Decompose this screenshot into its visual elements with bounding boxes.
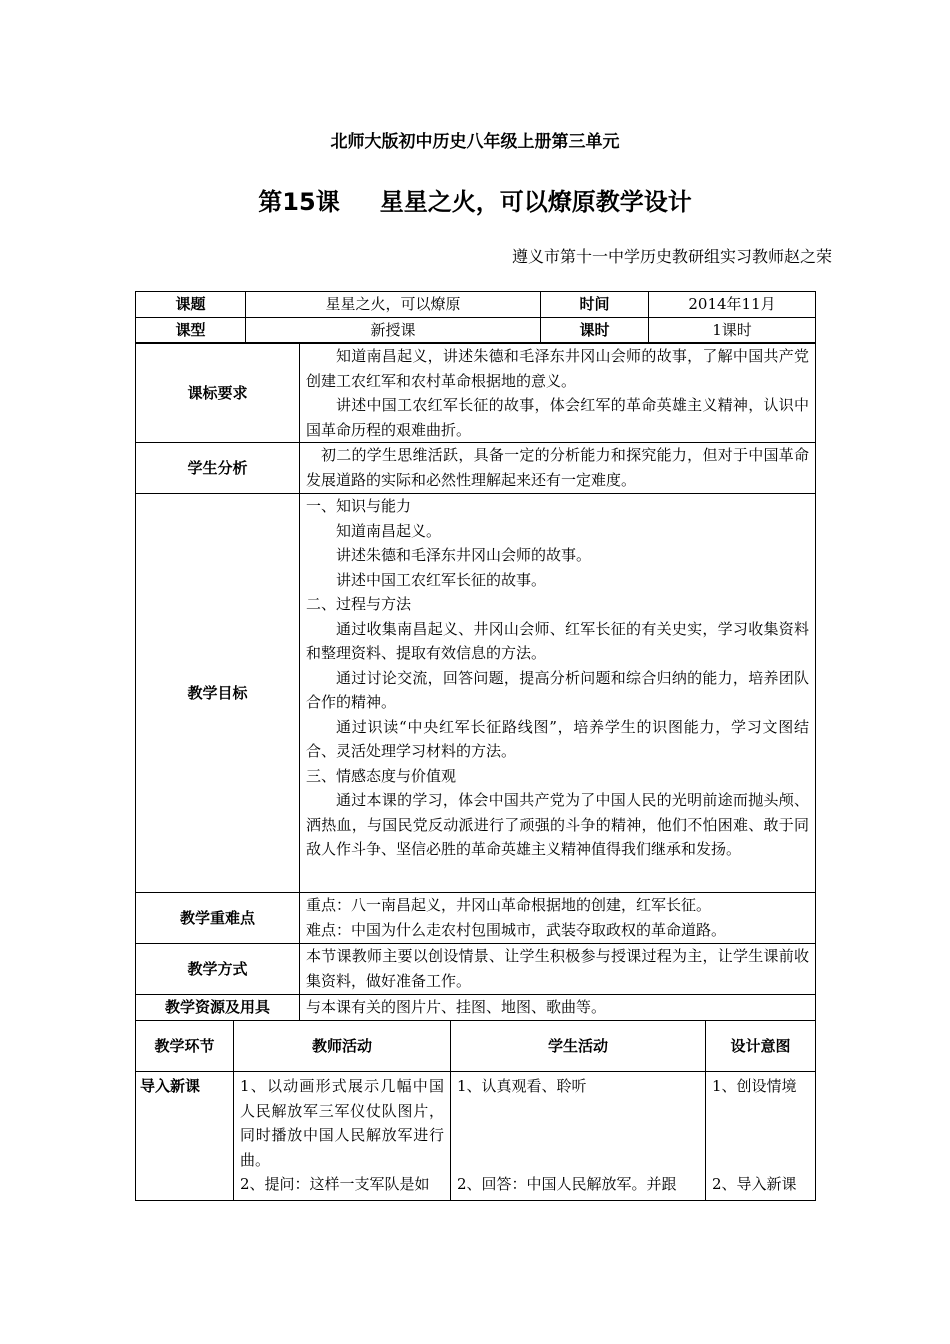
info-row-topic	[136, 292, 816, 318]
time-value: 2014年11月	[649, 292, 816, 318]
teacher-cell	[234, 1072, 451, 1201]
row-objectives	[136, 494, 816, 893]
standard-label: 课标要求	[136, 344, 300, 443]
header-stage: 教学环节	[136, 1021, 234, 1072]
objectives-heading: 一、知识与能力	[306, 497, 412, 515]
objectives-item: 讲述中国工农红军长征的故事。	[336, 570, 547, 589]
standard-paragraph: 知道南昌起义，讲述朱德和毛泽东井冈山会师的故事，了解中国共产党创建工农红军和农村革命根据地的意义。	[306, 347, 809, 390]
keypoints-focus: 重点：八一南昌起义，井冈山革命根据地的创建，红军长征。	[306, 896, 712, 914]
hours-value: 1课时	[649, 317, 816, 343]
resources-content	[300, 995, 816, 1021]
objectives-item: 讲述朱德和毛泽东井冈山会师的故事。	[336, 546, 592, 564]
row-method	[136, 944, 816, 995]
topic-label: 课题	[136, 292, 246, 318]
objectives-heading: 三、情感态度与价值观	[306, 766, 457, 785]
students-content	[300, 443, 816, 494]
hours-label: 课时	[541, 317, 649, 343]
teacher-step: 1、以动画形式展示几幅中国人民解放军三军仪仗队图片，同时播放中国人民解放军进行曲。	[240, 1077, 444, 1169]
students-label: 学生分析	[136, 443, 300, 494]
students-paragraph: 初二的学生思维活跃，具备一定的分析能力和探究能力，但对于中国革命发展道路的实际和必然性理解起来还有一定难度。	[306, 446, 809, 489]
info-row-type	[136, 317, 816, 343]
process-table	[135, 1020, 816, 1201]
row-keypoints	[136, 893, 816, 944]
objectives-item: 通过识读“中央红军长征路线图”，培养学生的识图能力，学习文图结合、灵活处理学习材料的方法。	[306, 717, 809, 760]
time-label: 时间	[541, 292, 649, 318]
process-header-row	[136, 1021, 816, 1072]
resources-label: 教学资源及用具	[136, 995, 300, 1021]
document-subtitle: 北师大版初中历史八年级上册第三单元	[330, 132, 620, 152]
stage-cell: 导入新课	[136, 1072, 234, 1201]
objectives-item: 通过本课的学习，体会中国共产党为了中国人民的光明前途而抛头颅、洒热血，与国民党反动派进行了顽强的斗争的精神，他们不怕困难、敢于同敌人作斗争、坚信必胜的革命英雄主义精神值得我们继承和发扬。	[306, 791, 809, 858]
student-step: 1、认真观看、聆听	[457, 1077, 587, 1095]
objectives-label: 教学目标	[136, 494, 300, 893]
lesson-topic: 星星之火，可以燎原教学设计	[379, 188, 692, 216]
type-label: 课型	[136, 317, 246, 343]
row-resources	[136, 995, 816, 1021]
objectives-item: 通过讨论交流，回答问题，提高分析问题和综合归纳的能力，培养团队合作的精神。	[306, 668, 809, 711]
row-standard	[136, 344, 816, 443]
header-student: 学生活动	[451, 1021, 706, 1072]
intent-step: 1、创设情境	[712, 1077, 797, 1095]
student-step: 2、回答：中国人民解放军。并跟	[457, 1175, 677, 1193]
standard-content	[300, 344, 816, 443]
design-table	[135, 343, 816, 1021]
author-line: 遵义市第十一中学历史教研组实习教师赵之荣	[511, 247, 832, 266]
keypoints-label: 教学重难点	[136, 893, 300, 944]
objectives-content	[300, 494, 816, 893]
header-intent: 设计意图	[706, 1021, 816, 1072]
topic-value: 星星之火，可以燎原	[246, 292, 541, 318]
resources-paragraph: 与本课有关的图片片、挂图、地图、歌曲等。	[306, 998, 607, 1016]
method-paragraph: 本节课教师主要以创设情景、让学生积极参与授课过程为主，让学生课前收集资料，做好准备工作。	[306, 947, 809, 990]
info-table	[135, 291, 816, 343]
objectives-heading: 二、过程与方法	[306, 595, 412, 613]
type-value: 新授课	[246, 317, 541, 343]
process-row-intro	[136, 1072, 816, 1201]
keypoints-content	[300, 893, 816, 944]
lesson-number: 第15课	[258, 188, 340, 216]
student-cell	[451, 1072, 706, 1201]
objectives-item: 知道南昌起义。	[336, 521, 442, 540]
method-content	[300, 944, 816, 995]
document-title	[0, 182, 950, 217]
intent-step: 2、导入新课	[712, 1175, 797, 1193]
header-teacher: 教师活动	[234, 1021, 451, 1072]
method-label: 教学方式	[136, 944, 300, 995]
keypoints-difficulty: 难点：中国为什么走农村包围城市，武装夺取政权的革命道路。	[306, 920, 727, 939]
objectives-item: 通过收集南昌起义、井冈山会师、红军长征的有关史实，学习收集资料和整理资料、提取有效信息的方法。	[306, 619, 809, 662]
standard-paragraph: 讲述中国工农红军长征的故事，体会红军的革命英雄主义精神，认识中国革命历程的艰难曲折。	[306, 396, 809, 439]
intent-cell	[706, 1072, 816, 1201]
row-students	[136, 443, 816, 494]
teacher-step: 2、提问：这样一支军队是如	[240, 1175, 430, 1193]
